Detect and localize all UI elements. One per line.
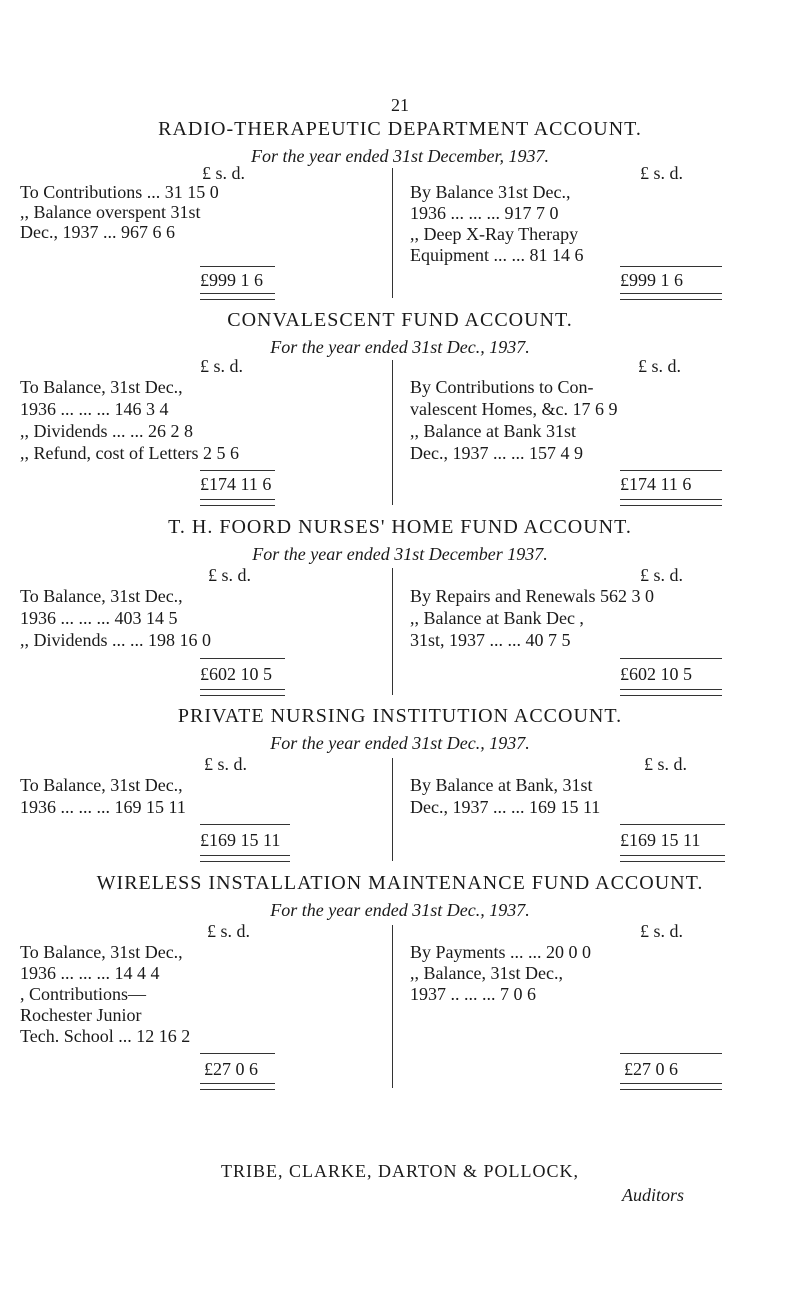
left-total: £27 0 6: [204, 1059, 258, 1079]
right-line: By Balance at Bank, 31st: [410, 775, 593, 795]
left-line: ,, Balance overspent 31st: [20, 202, 201, 222]
auditors-name: TRIBE, CLARKE, DARTON & POLLOCK,: [220, 1161, 580, 1181]
rule: [620, 470, 722, 471]
left-line: Tech. School ... 12 16 2: [20, 1026, 191, 1046]
rule: [620, 266, 722, 267]
double-rule: [200, 689, 285, 696]
rule: [620, 824, 725, 825]
left-line: 1936 ... ... ... 146 3 4: [20, 399, 169, 419]
left-line: To Balance, 31st Dec.,: [20, 775, 183, 795]
double-rule: [200, 499, 275, 506]
right-total: £27 0 6: [624, 1059, 678, 1079]
section-subtitle: For the year ended 31st December 1937.: [252, 544, 548, 564]
right-line: By Repairs and Renewals 562 3 0: [410, 586, 654, 606]
right-line: Dec., 1937 ... ... 157 4 9: [410, 443, 583, 463]
left-header: £ s. d.: [207, 921, 251, 941]
auditors-label: Auditors: [622, 1185, 685, 1205]
divider: [392, 168, 393, 298]
left-total: £999 1 6: [200, 270, 263, 290]
left-header: £ s. d.: [208, 565, 252, 585]
right-total: £999 1 6: [620, 270, 683, 290]
left-line: To Contributions ... 31 15 0: [20, 182, 219, 202]
divider: [392, 568, 393, 695]
right-line: ,, Balance at Bank Dec ,: [410, 608, 584, 628]
double-rule: [620, 855, 725, 862]
section-subtitle: For the year ended 31st Dec., 1937.: [270, 900, 530, 920]
double-rule: [200, 1083, 275, 1090]
section-title: T. H. FOORD NURSES' HOME FUND ACCOUNT.: [168, 516, 632, 538]
left-line: , Contributions—: [20, 984, 147, 1004]
divider: [392, 758, 393, 861]
section-title: RADIO-THERAPEUTIC DEPARTMENT ACCOUNT.: [158, 118, 642, 140]
right-line: ,, Balance, 31st Dec.,: [410, 963, 563, 983]
right-line: 1937 .. ... ... 7 0 6: [410, 984, 536, 1004]
page-number: 21: [391, 95, 409, 115]
rule: [200, 1053, 275, 1054]
divider: [392, 925, 393, 1088]
left-line: ,, Refund, cost of Letters 2 5 6: [20, 443, 239, 463]
right-header: £ s. d.: [644, 754, 688, 774]
right-line: valescent Homes, &c. 17 6 9: [410, 399, 618, 419]
right-line: 31st, 1937 ... ... 40 7 5: [410, 630, 571, 650]
left-total: £169 15 11: [200, 830, 281, 850]
double-rule: [620, 689, 722, 696]
left-line: 1936 ... ... ... 169 15 11: [20, 797, 186, 817]
right-line: ,, Deep X-Ray Therapy: [410, 224, 579, 244]
left-header: £ s. d.: [204, 754, 248, 774]
right-line: ,, Balance at Bank 31st: [410, 421, 576, 441]
left-line: Dec., 1937 ... 967 6 6: [20, 222, 175, 242]
divider: [392, 360, 393, 505]
left-line: ,, Dividends ... ... 26 2 8: [20, 421, 193, 441]
left-line: To Balance, 31st Dec.,: [20, 377, 183, 397]
left-line: 1936 ... ... ... 403 14 5: [20, 608, 178, 628]
right-header: £ s. d.: [640, 921, 684, 941]
section-subtitle: For the year ended 31st Dec., 1937.: [270, 337, 530, 357]
double-rule: [200, 855, 290, 862]
rule: [200, 266, 275, 267]
double-rule: [620, 293, 722, 300]
right-line: By Payments ... ... 20 0 0: [410, 942, 592, 962]
left-line: 1936 ... ... ... 14 4 4: [20, 963, 160, 983]
right-header: £ s. d.: [640, 565, 684, 585]
right-line: Dec., 1937 ... ... 169 15 11: [410, 797, 601, 817]
right-line: By Contributions to Con-: [410, 377, 594, 397]
rule: [200, 470, 275, 471]
left-header: £ s. d.: [202, 163, 246, 183]
left-total: £602 10 5: [200, 664, 272, 684]
left-line: To Balance, 31st Dec.,: [20, 942, 183, 962]
rule: [200, 824, 290, 825]
double-rule: [620, 499, 722, 506]
left-total: £174 11 6: [200, 474, 272, 494]
right-line: 1936 ... ... ... 917 7 0: [410, 203, 559, 223]
rule: [620, 1053, 722, 1054]
section-subtitle: For the year ended 31st December, 1937.: [251, 146, 549, 166]
rule: [620, 658, 722, 659]
right-line: By Balance 31st Dec.,: [410, 182, 571, 202]
section-title: CONVALESCENT FUND ACCOUNT.: [227, 309, 573, 331]
double-rule: [200, 293, 275, 300]
left-line: To Balance, 31st Dec.,: [20, 586, 183, 606]
right-line: Equipment ... ... 81 14 6: [410, 245, 584, 265]
left-line: ,, Dividends ... ... 198 16 0: [20, 630, 211, 650]
right-total: £602 10 5: [620, 664, 692, 684]
double-rule: [620, 1083, 722, 1090]
right-total: £169 15 11: [620, 830, 701, 850]
left-line: Rochester Junior: [20, 1005, 142, 1025]
section-title: PRIVATE NURSING INSTITUTION ACCOUNT.: [177, 705, 623, 727]
right-header: £ s. d.: [640, 163, 684, 183]
rule: [200, 658, 285, 659]
right-total: £174 11 6: [620, 474, 692, 494]
section-title: WIRELESS INSTALLATION MAINTENANCE FUND ACCOUNT.: [96, 872, 704, 894]
section-subtitle: For the year ended 31st Dec., 1937.: [270, 733, 530, 753]
right-header: £ s. d.: [638, 356, 682, 376]
left-header: £ s. d.: [200, 356, 244, 376]
